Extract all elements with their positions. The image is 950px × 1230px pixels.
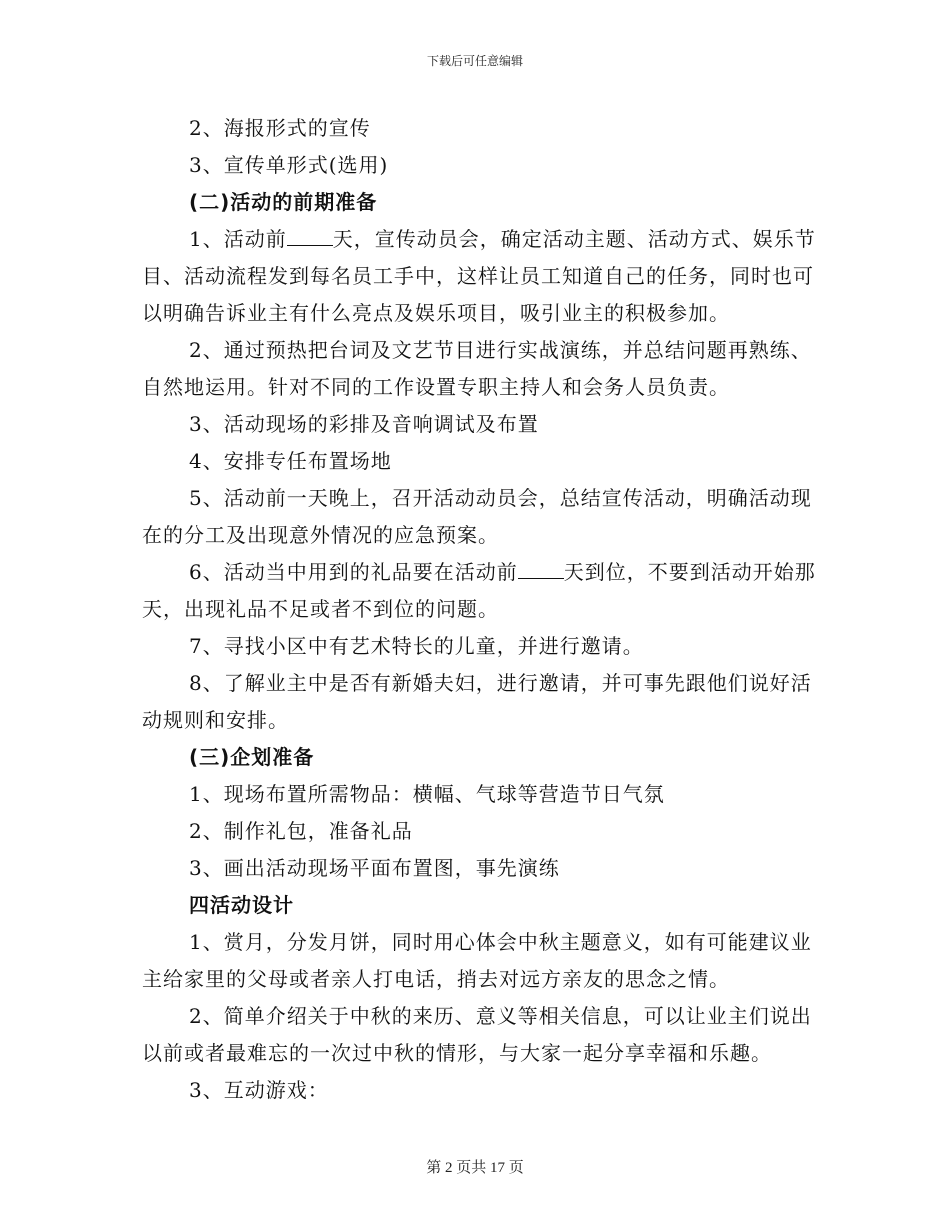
paragraph: 1、现场布置所需物品：横幅、气球等营造节日气氛	[189, 782, 665, 806]
paragraph	[142, 221, 822, 332]
paragraph	[142, 554, 822, 628]
document-body	[142, 110, 822, 1109]
fill-in-blank	[518, 562, 564, 579]
paragraph: 3、活动现场的彩排及音响调试及布置	[189, 412, 539, 436]
fill-in-blank	[287, 229, 333, 246]
paragraph-text: 6、活动当中用到的礼品要在活动前	[189, 560, 518, 584]
paragraph: 2、制作礼包，准备礼品	[189, 819, 413, 843]
paragraph-text: 1、活动前	[189, 227, 287, 251]
section-heading: (二)活动的前期准备	[189, 190, 378, 214]
paragraph-text: 天，宣传动员会，确定活动主题、活动方式、娱乐节目、活动流程发到每名员工手中，这样让员工知道自己的任务，同时也可以明确告诉业主有什么亮点及娱乐项目，吸引业主的积极参加。	[142, 227, 816, 325]
page-header-note: 下载后可任意编辑	[426, 54, 523, 68]
paragraph: 3、互动游戏：	[189, 1078, 329, 1102]
paragraph: 4、安排专任布置场地	[189, 449, 392, 473]
paragraph: 7、寻找小区中有艺术特长的儿童，并进行邀请。	[189, 634, 644, 658]
paragraph: 8、了解业主中是否有新婚夫妇，进行邀请，并可事先跟他们说好活动规则和安排。	[142, 671, 812, 732]
list-item: 3、宣传单形式(选用)	[189, 153, 389, 177]
paragraph: 1、赏月，分发月饼，同时用心体会中秋主题意义，如有可能建议业主给家里的父母或者亲人打电话，捎去对远方亲友的思念之情。	[142, 930, 812, 991]
paragraph: 2、通过预热把台词及文艺节目进行实战演练，并总结问题再熟练、自然地运用。针对不同的工作设置专职主持人和会务人员负责。	[142, 338, 812, 399]
page-footer-number: 第 2 页共 17 页	[426, 1160, 524, 1176]
paragraph-text: 天到位，不要到活动开始那天，出现礼品不足或者不到位的问题。	[142, 560, 816, 621]
paragraph: 5、活动前一天晚上，召开活动动员会，总结宣传活动，明确活动现在的分工及出现意外情况的应急预案。	[142, 486, 812, 547]
list-item: 2、海报形式的宣传	[189, 116, 371, 140]
paragraph: 3、画出活动现场平面布置图，事先演练	[189, 856, 560, 880]
section-heading: 四活动设计	[189, 893, 294, 917]
section-heading: (三)企划准备	[189, 745, 315, 769]
paragraph: 2、简单介绍关于中秋的来历、意义等相关信息，可以让业主们说出以前或者最难忘的一次过中秋的情形，与大家一起分享幸福和乐趣。	[142, 1004, 812, 1065]
